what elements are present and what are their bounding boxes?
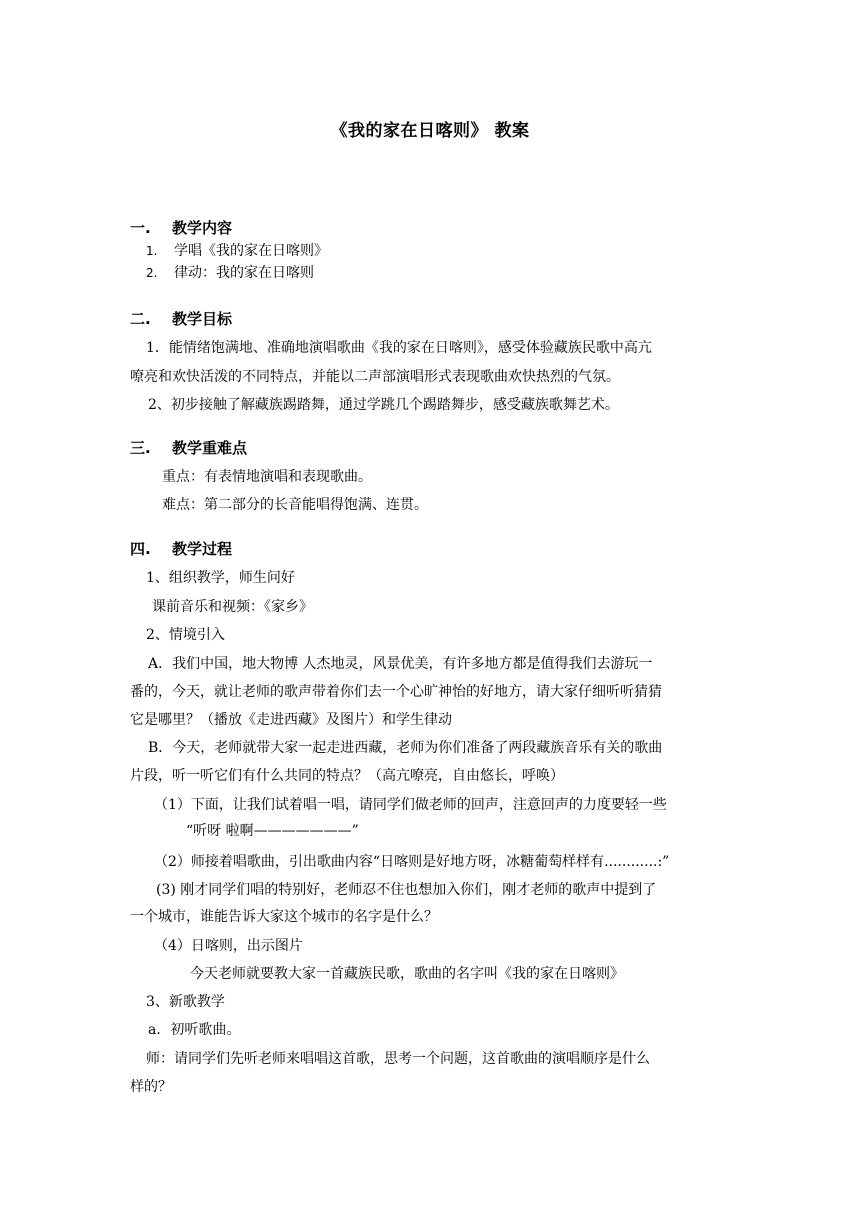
paragraph-line: 师：请同学们先听老师来唱唱这首歌，思考一个问题，这首歌曲的演唱顺序是什么 [146, 1051, 650, 1067]
paragraph-line: a．初听歌曲。 [148, 1022, 241, 1038]
paragraph-line: 课前音乐和视频：《家乡》 [152, 599, 313, 615]
paragraph-line: 1．能情绪饱满地、准确地演唱歌曲《我的家在日喀则》，感受体验藏族民歌中高亢 [146, 340, 652, 356]
paragraph-line: 嘹亮和欢快活泼的不同特点，并能以二声部演唱形式表现歌曲欢快热烈的气氛。 [130, 369, 620, 385]
paragraph-line: (3) 刚才同学们唱的特别好，老师忍不住也想加入你们，刚才老师的歌声中提到了 [156, 882, 657, 898]
paragraph-line: 片段，听一听它们有什么共同的特点？（高亢嘹亮，自由悠长，呼唤） [130, 768, 564, 784]
paragraph-line: B．今天，老师就带大家一起走进西藏，老师为你们准备了两段藏族音乐有关的歌曲 [148, 740, 663, 756]
paragraph-line: 2、初步接触了解藏族踢踏舞，通过学跳几个踢踏舞步，感受藏族歌舞艺术。 [148, 397, 619, 413]
paragraph-line: 番的，今天，就让老师的歌声带着你们去一个心旷神怡的好地方，请大家仔细听听猜猜 [130, 684, 662, 700]
paragraph-line: （2）师接着唱歌曲，引出歌曲内容“日喀则是好地方呀，冰糖葡萄样样有............:” [154, 854, 670, 870]
list-item: 1. 学唱《我的家在日喀则》 [146, 243, 328, 259]
document-title: 《我的家在日喀则》 教案 [330, 121, 530, 141]
paragraph-line: 样的？ [130, 1079, 172, 1095]
paragraph-line: 2、情境引入 [146, 627, 225, 643]
list-item: 2. 律动：我的家在日喀则 [146, 265, 314, 281]
paragraph-line: 重点：有表情地演唱和表现歌曲。 [162, 469, 372, 485]
paragraph-line: 今天老师就要教大家一首藏族民歌，歌曲的名字叫《我的家在日喀则》 [190, 966, 624, 982]
section-heading-content: 一. 教学内容 [130, 219, 233, 237]
paragraph-line: 难点：第二部分的长音能唱得饱满、连贯。 [162, 497, 428, 513]
section-heading-key-points: 三. 教学重难点 [130, 439, 248, 457]
paragraph-line: 3、新歌教学 [146, 994, 225, 1010]
paragraph-line: 它是哪里？（播放《走进西藏》及图片）和学生律动 [130, 712, 452, 728]
paragraph-line: （4）日喀则，出示图片 [154, 938, 303, 954]
section-heading-process: 四. 教学过程 [130, 540, 233, 558]
paragraph-line: 一个城市，谁能告诉大家这个城市的名字是什么？ [130, 909, 438, 925]
paragraph-line: 1、组织教学，师生问好 [146, 570, 295, 586]
section-heading-objectives: 二. 教学目标 [130, 310, 233, 328]
paragraph-line: A．我们中国，地大物博 人杰地灵，风景优美，有许多地方都是值得我们去游玩一 [148, 656, 653, 672]
paragraph-line: （1）下面，让我们试着唱一唱，请同学们做老师的回声，注意回声的力度要轻一些 [154, 797, 667, 813]
paragraph-line: “听呀 啦啊———————” [186, 823, 359, 839]
